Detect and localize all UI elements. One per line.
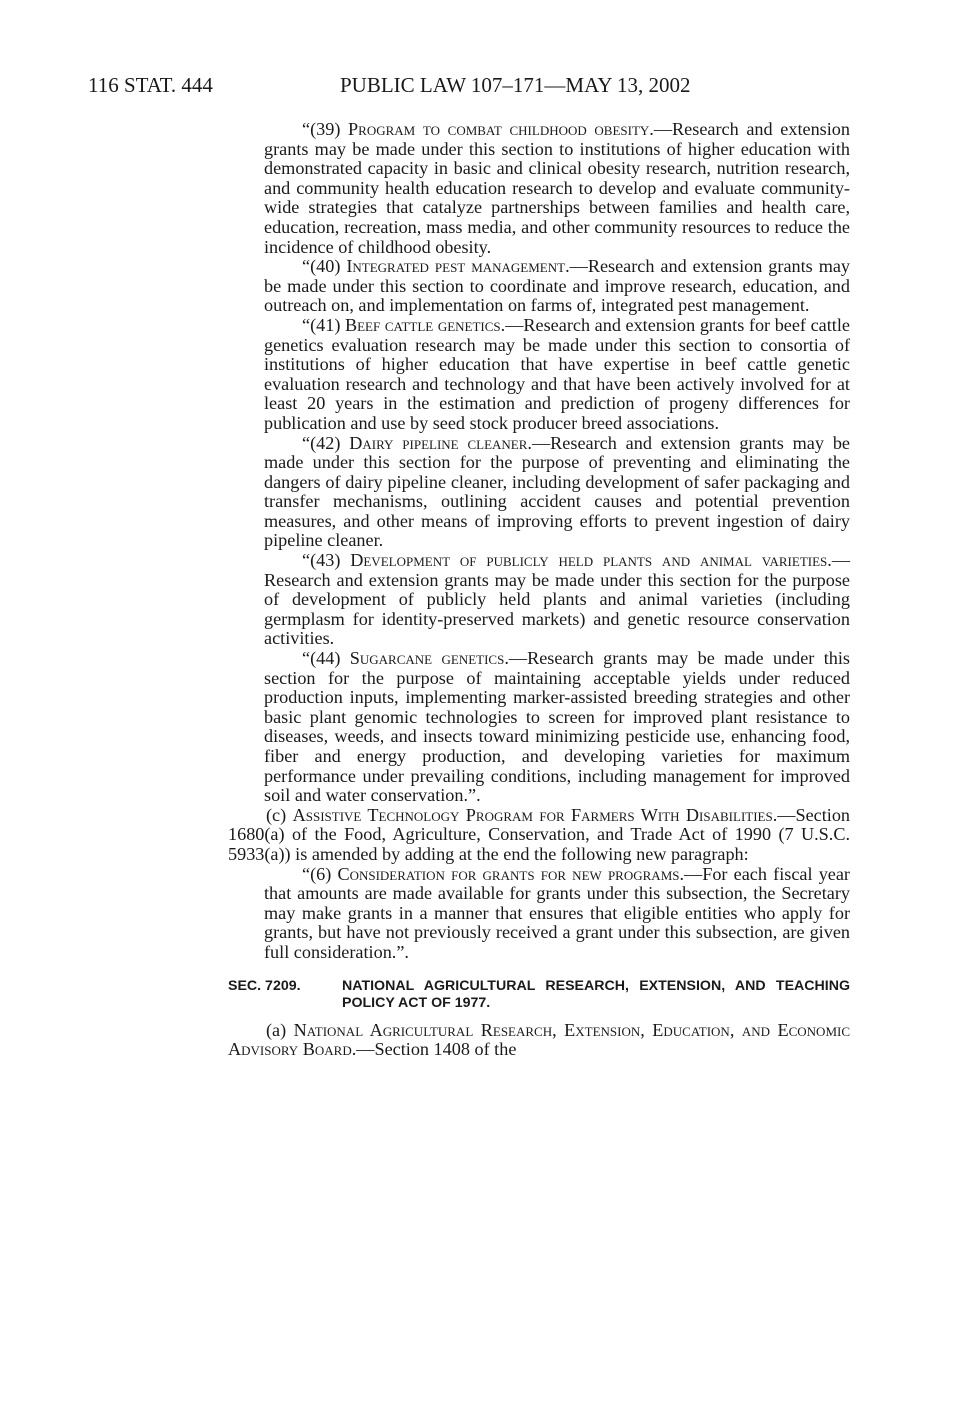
subsection-a	[228, 1021, 850, 1060]
subsection-text: —Section 1680(a) of the Food, Agriculture, Conservation, and Trade Act of 1990 (7 U.S.C. 5933(a)) is amended by adding at the end the following new paragraph:	[228, 804, 851, 864]
subsection-letter: (c)	[266, 804, 287, 825]
subsection-heading: Assistive Technology Program for Farmers With Disabilities.	[292, 804, 778, 825]
paragraph-heading: Sugarcane genetics.	[349, 648, 509, 669]
section-number: SEC. 7209.	[228, 977, 301, 994]
running-title: PUBLIC LAW 107–171—MAY 13, 2002	[340, 73, 691, 97]
paragraph-number: “(43)	[302, 550, 341, 571]
paragraph-text: —Research and extension grants may be made under this section to institutions of higher education with demonstrated capacity in basic and clinical obesity research, nutrition research, and community health education research to develop and evaluate community-wide strategies that catalyze partnerships between families and health care, education, recreation, mass media, and other community resources to reduce the incidence of childhood obesity.	[264, 119, 850, 257]
paragraph-heading: Integrated pest management.	[346, 256, 570, 277]
subsection-letter: (a)	[266, 1019, 287, 1040]
paragraph-40	[264, 257, 850, 316]
paragraph-41	[264, 316, 850, 434]
paragraph-text: —Research and extension grants may be made under this section for the purpose of development of publicly held plants and animal varieties (including germplasm for identity-preserved markets) and genetic resource conservation activities.	[264, 550, 851, 649]
page-number: 116 STAT. 444	[88, 73, 213, 97]
paragraph-39	[264, 120, 850, 257]
paragraph-text: —Research and extension grants may be made under this section for the purpose of preventing and eliminating the dangers of dairy pipeline cleaner, including development of safer packaging and transfer mechanisms, outlining accident causes and potential prevention measures, and other means of improving efforts to prevent ingestion of dairy pipeline cleaner.	[264, 432, 850, 551]
section-title: NATIONAL AGRICULTURAL RESEARCH, EXTENSION, AND TEACHING POLICY ACT OF 1977.	[342, 977, 850, 1011]
paragraph-number: “(40)	[302, 256, 341, 277]
document-body	[228, 120, 850, 1060]
paragraph-text: —Research and extension grants may be made under this section to coordinate and improve research, education, and outreach on, and implementation on farms of, integrated pest management.	[264, 256, 851, 316]
paragraph-number: “(44)	[302, 648, 341, 669]
paragraph-heading: Beef cattle genetics.	[344, 314, 506, 335]
paragraph-number: “(39)	[302, 119, 341, 139]
subsection-heading: National Agricultural Research, Extension, Education, and Economic Advisory Board.	[228, 1019, 851, 1060]
paragraph-text: —Research and extension grants for beef cattle genetics evaluation research may be made under this section to consortia of institutions of higher education that have expertise in beef cattle genetic evaluation research and technology and that have been actively involved for at least 20 years in the estimation and prediction of progeny differences for publication and use by seed stock producer breed associations.	[264, 314, 850, 433]
subsection-text: —Section 1408 of the	[356, 1039, 517, 1060]
section-heading	[228, 978, 850, 1012]
paragraph-42	[264, 434, 850, 552]
paragraph-text: —Research grants may be made under this section for the purpose of maintaining acceptable yields under reduced production inputs, implementing marker-assisted breeding strategies and other basic plant genomic technologies to screen for improved plant resistance to diseases, weeds, and insects toward minimizing pesticide use, enhancing food, fiber and energy production, and developing varieties for maximum performance under prevailing conditions, including management for improved soil and water conservation.”.	[264, 648, 851, 806]
paragraph-number: “(41)	[302, 314, 341, 335]
paragraph-43	[264, 551, 850, 649]
paragraph-44	[264, 649, 850, 806]
paragraph-number: “(42)	[302, 432, 341, 453]
subsection-c	[228, 806, 850, 865]
paragraph-heading: Consideration for grants for new programs.	[337, 863, 685, 884]
paragraph-6	[264, 865, 850, 963]
paragraph-heading: Development of publicly held plants and animal varieties.	[350, 550, 832, 571]
paragraph-heading: Dairy pipeline cleaner.	[349, 432, 532, 453]
paragraph-heading: Program to combat childhood obesity.	[348, 119, 654, 139]
paragraph-text: —For each fiscal year that amounts are made available for grants under this subsection, the Secretary may make grants in a manner that ensures that eligible entities who apply for grants, but have not previously received a grant under this subsection, are given full consideration.”.	[264, 863, 850, 962]
paragraph-number: “(6)	[302, 863, 332, 884]
